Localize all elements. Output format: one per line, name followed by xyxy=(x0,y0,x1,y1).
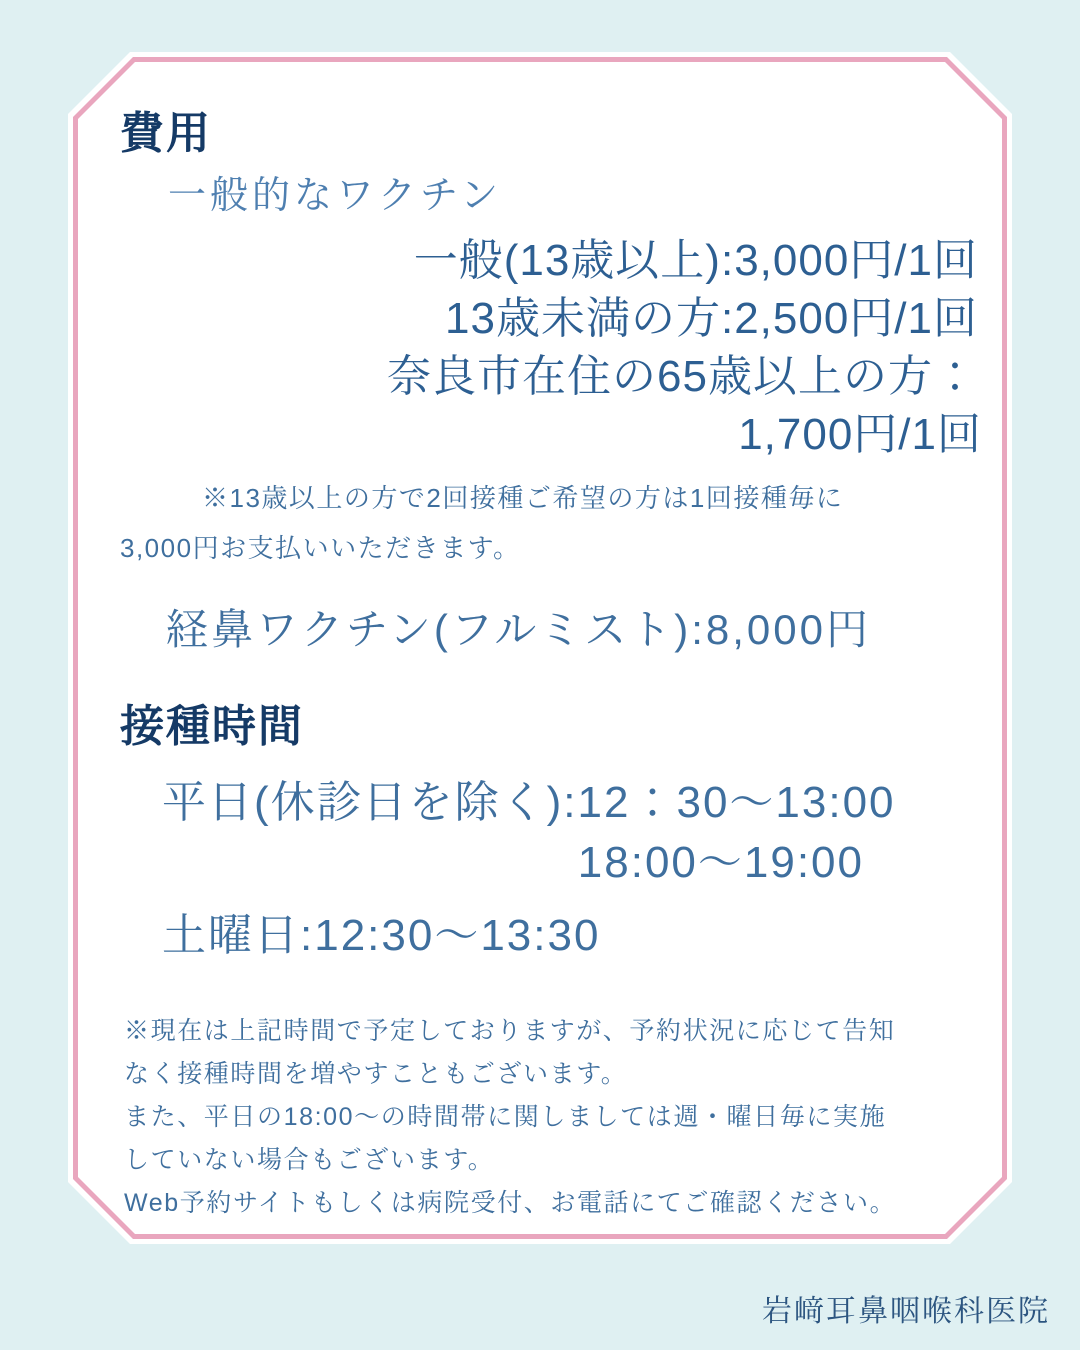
price-line-nara-senior-amount: 1,700円/1回 xyxy=(738,410,982,460)
hours-weekday-evening: 18:00〜19:00 xyxy=(577,837,864,887)
cost-note-line-1: ※13歳以上の方で2回接種ご希望の方は1回接種毎に xyxy=(202,483,844,514)
section-title-cost: 費用 xyxy=(120,109,212,158)
section-title-hours: 接種時間 xyxy=(120,702,304,752)
price-line-nara-senior: 奈良市在住の65歳以上の方： xyxy=(387,351,978,401)
hours-footnote-line-1: ※現在は上記時間で予定しておりますが、予約状況に応じて告知 xyxy=(124,1016,896,1045)
clinic-name: 岩﨑耳鼻咽喉科医院 xyxy=(762,1295,1050,1328)
cost-note-line-2: 3,000円お支払いいただきます。 xyxy=(120,533,521,564)
price-line-under13: 13歳未満の方:2,500円/1回 xyxy=(445,293,978,343)
hours-footnotes xyxy=(124,1010,990,1225)
poster-content xyxy=(120,110,990,1225)
hours-footnote-line-5: Web予約サイトもしくは病院受付、お電話にてご確認ください。 xyxy=(124,1188,897,1217)
hours-footnote-line-2: なく接種時間を増やすこともございます。 xyxy=(124,1059,628,1088)
subtitle-general-vaccine: 一般的なワクチン xyxy=(168,175,503,218)
price-line-adult: 一般(13歳以上):3,000円/1回 xyxy=(413,235,978,285)
hours-saturday: 土曜日:12:30〜13:30 xyxy=(162,911,601,961)
hours-footnote-line-3: また、平日の18:00〜の時間帯に関しましては週・曜日毎に実施 xyxy=(124,1102,887,1131)
hours-footnote-line-4: していない場合もございます。 xyxy=(124,1145,495,1174)
price-line-nasal-vaccine: 経鼻ワクチン(フルミスト):8,000円 xyxy=(166,605,871,653)
hours-weekday: 平日(休診日を除く):12：30〜13:00 xyxy=(162,778,896,828)
